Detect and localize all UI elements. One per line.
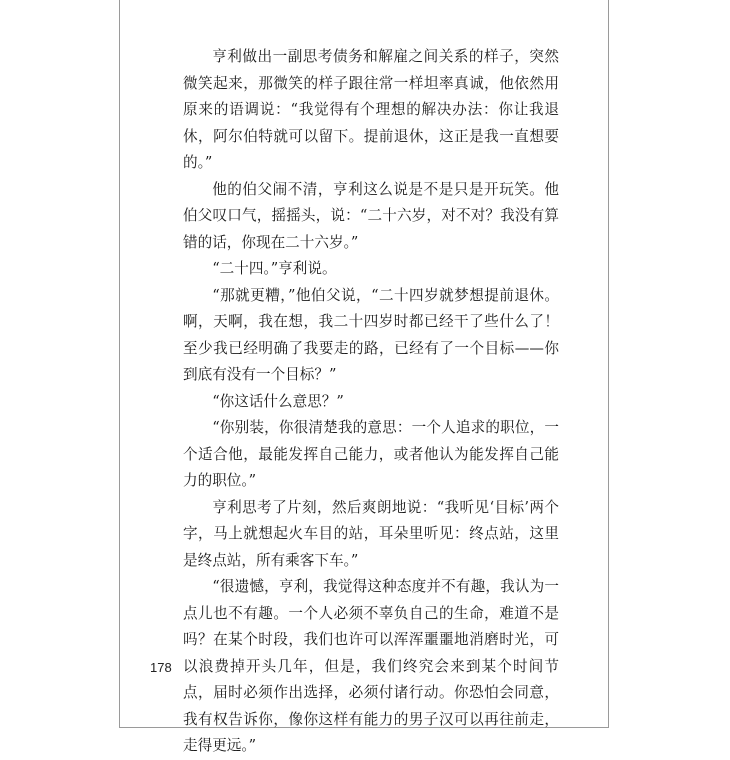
page-number: 178	[150, 660, 172, 675]
paragraph: 亨利做出一副思考债务和解雇之间关系的样子，突然微笑起来，那微笑的样子跟往常一样坦率真诚，他依然用原来的语调说：“我觉得有个理想的解决办法：你让我退休，阿尔伯特就可以留下。提前退休，这正是我一直想要的。”	[183, 48, 559, 171]
paragraph: “那就更糟，”他伯父说，“二十四岁就梦想提前退休。啊，天啊，我在想，我二十四岁时都已经干了些什么了！至少我已经明确了我要走的路，已经有了一个目标——你到底有没有一个目标？”	[183, 286, 559, 383]
paragraph: “你别装，你很清楚我的意思：一个人追求的职位，一个适合他，最能发挥自己能力，或者他认为能发挥自己能力的职位。”	[183, 419, 559, 489]
paragraph: 亨利思考了片刻，然后爽朗地说：“我听见‘目标’两个字，马上就想起火车目的站，耳朵里听见：终点站，这里是终点站，所有乘客下车。”	[183, 498, 559, 569]
paragraph: “很遗憾，亨利，我觉得这种态度并不有趣，我认为一点儿也不有趣。一个人必须不辜负自己的生命，难道不是吗？在某个时段，我们也许可以浑浑噩噩地消磨时光，可以浪费掉开头几年，但是，我们终究会来到某个时间节点，届时必须作出选择，必须付诸行动。你恐怕会同意，我有权告诉你，像你这样有能力的男子汉可以再往前走，走得更远。”	[183, 578, 559, 754]
paragraph: “你这话什么意思？”	[212, 392, 344, 410]
paragraph: “二十四。”亨利说。	[212, 260, 337, 277]
body-text	[183, 44, 559, 760]
paragraph: 他的伯父闹不清，亨利这么说是不是只是开玩笑。他伯父叹口气，摇摇头，说：“二十六岁，对不对？我没有算错的话，你现在二十六岁。”	[183, 180, 559, 251]
